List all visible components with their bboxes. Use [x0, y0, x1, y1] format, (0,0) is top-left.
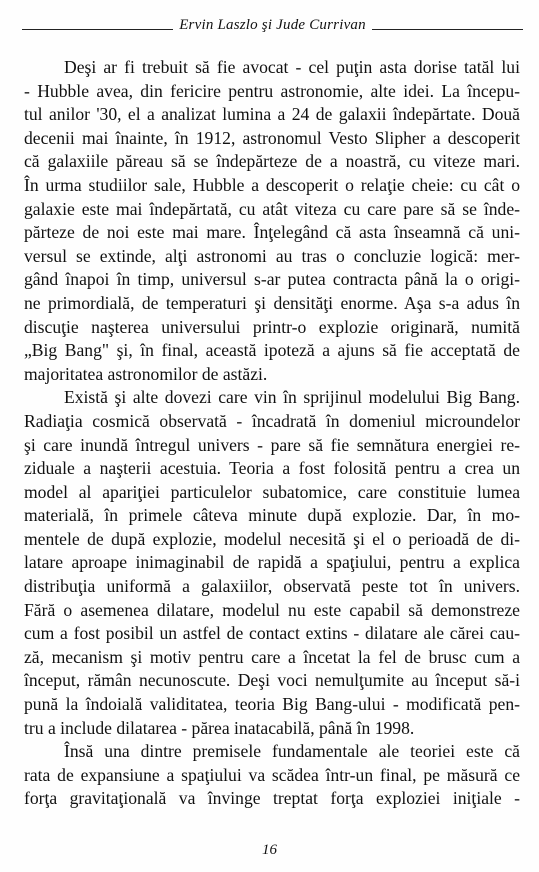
paragraph-line: materială, în primele câteva minute după explozie. Dar, în mo-	[24, 505, 520, 526]
body-text	[24, 56, 520, 811]
paragraph-line: tul anilor '30, el a analizat lumina a 24 de galaxii îndepărtate. Două	[24, 104, 520, 125]
running-title: Ervin Laszlo şi Jude Currivan	[179, 16, 366, 33]
paragraph-line: Deşi ar fi trebuit să fie avocat - cel puţin asta dorise tatăl lui	[64, 57, 520, 77]
paragraph-line: Radiaţia cosmică observată - încadrată în domeniul microundelor	[24, 410, 520, 431]
paragraph-line: mentele de după explozie, modelul necesită şi el o perioadă de di-	[24, 528, 520, 549]
paragraph-line: forţa gravitaţională va învinge treptat forţa exploziei iniţiale -	[24, 788, 520, 809]
header-rule-right	[372, 29, 523, 30]
paragraph-line: Însă una dintre premisele fundamentale ale teoriei este că	[64, 741, 520, 762]
paragraph-line: - Hubble avea, din fericire pentru astronomie, alte idei. La începu-	[24, 80, 520, 101]
paragraph-line: „Big Bang" şi, în final, această ipoteză a ajuns să fie acceptată de	[24, 340, 520, 361]
paragraph-line: distribuţia uniformă a galaxiilor, observată peste tot în univers.	[24, 576, 520, 597]
paragraph-line: discuţie naşterea universului printr-o explozie originară, numită	[24, 316, 520, 337]
paragraph-line: În urma studiilor sale, Hubble a descoperit o relaţie cheie: cu cât o	[24, 174, 520, 195]
paragraph-line: versul se extinde, alţi astronomi au tras o concluzie logică: mer-	[24, 245, 520, 266]
paragraph-line: ziduale a naşterii acestuia. Teoria a fost folosită pentru a crea un	[24, 458, 520, 479]
paragraph-line: ză, mecanism şi motiv pentru care a încetat la fel de brusc cum a	[24, 646, 520, 667]
paragraph-line: ne primordială, de temperaturi şi densităţi enorme. Aşa s-a adus în	[24, 292, 520, 313]
page-number: 16	[262, 842, 277, 858]
paragraph-line: galaxie este mai îndepărtată, cu atât viteza cu care pare să se înde-	[24, 198, 520, 219]
paragraph-line: gând înapoi în timp, universul s-ar putea contracta până la o origi-	[24, 269, 520, 290]
running-header	[22, 14, 523, 36]
paragraph-line: rata de expansiune a spaţiului va scădea într-un final, pe măsură ce	[24, 764, 520, 785]
paragraph-line: majoritatea astronomilor de astăzi.	[24, 363, 268, 384]
paragraph-line: început, rămân necunoscute. Deşi voci nemulţumite au început să-i	[24, 670, 520, 691]
header-rule-left	[22, 29, 173, 30]
paragraph-line: părteze de noi este mai mare. Înţelegând că asta înseamnă că uni-	[24, 222, 520, 243]
paragraph-line: Există şi alte dovezi care vin în sprijinul modelului Big Bang.	[64, 387, 520, 408]
paragraph-line: latare aproape inimaginabil de rapidă a spaţiului, pentru a explica	[24, 552, 520, 573]
paragraph-line: cum a fost posibil un astfel de contact extins - dilatare ale cărei cau-	[24, 623, 520, 644]
paragraph-line: model al apariţiei particulelor subatomice, care constituie lumea	[24, 481, 520, 502]
paragraph-line: Fără o asemenea dilatare, modelul nu este capabil să demonstreze	[24, 599, 520, 620]
paragraph-line: decenii mai înainte, în 1912, astronomul Vesto Slipher a descoperit	[24, 127, 520, 148]
paragraph-line: şi care inundă întregul univers - pare să fie semnătura energiei re-	[24, 434, 520, 455]
paragraph-line: pună la îndoială validitatea, teoria Big Bang-ului - modificată pen-	[24, 694, 520, 715]
paragraph-line: că galaxiile păreau să se îndepărteze de a noastră, cu viteze mari.	[24, 151, 520, 172]
paragraph-line: tru a include dilatarea - părea inatacabilă, până în 1998.	[24, 717, 415, 738]
